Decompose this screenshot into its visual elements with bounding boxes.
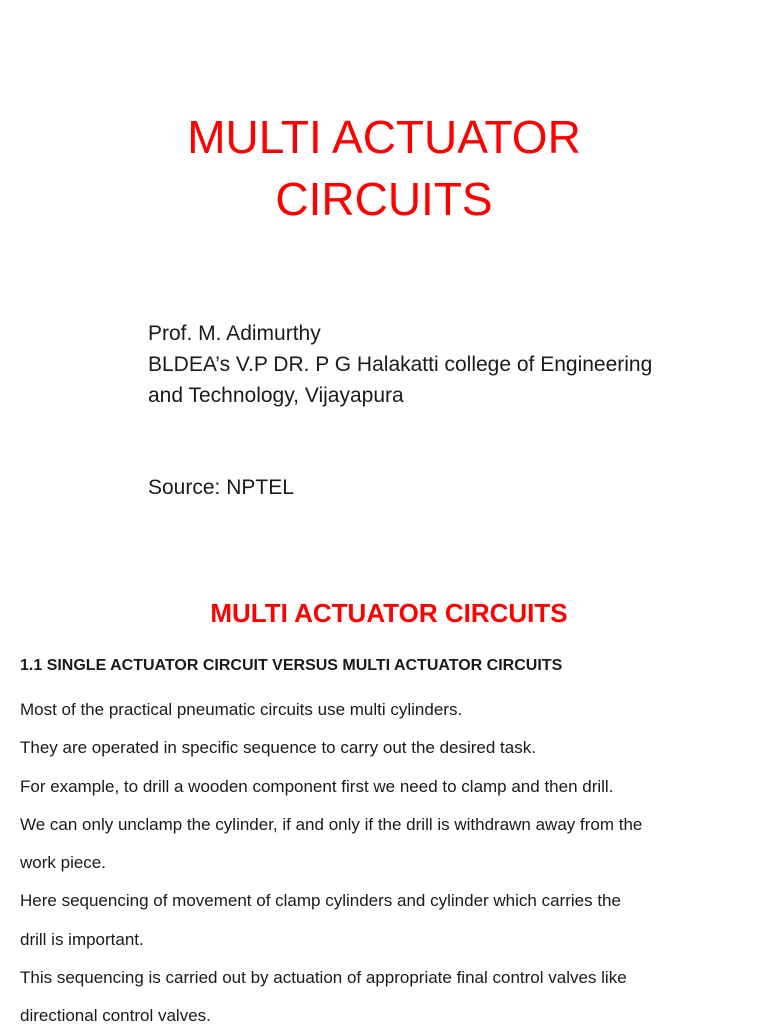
main-title-line-2: CIRCUITS xyxy=(275,173,493,225)
section-subheading: 1.1 SINGLE ACTUATOR CIRCUIT VERSUS MULTI ACTUATOR CIRCUITS xyxy=(20,657,563,674)
body-line: For example, to drill a wooden component first we need to clamp and then drill. xyxy=(20,776,614,796)
body-line: We can only unclamp the cylinder, if and only if the drill is withdrawn away from the xyxy=(20,814,643,834)
body-line: Most of the practical pneumatic circuits use multi cylinders. xyxy=(20,700,463,719)
body-line: They are operated in specific sequence to carry out the desired task. xyxy=(20,738,536,758)
body-line: work piece. xyxy=(20,853,106,873)
section-title: MULTI ACTUATOR CIRCUITS xyxy=(210,598,568,628)
main-title-line-1: MULTI ACTUATOR xyxy=(187,111,581,163)
source-credit: Source: NPTEL xyxy=(148,476,294,499)
author-affiliation-line-2: and Technology, Vijayapura xyxy=(148,384,404,407)
body-text xyxy=(20,691,756,1036)
body-line: directional control valves. xyxy=(20,1006,211,1026)
body-line: drill is important. xyxy=(20,929,144,949)
author-name: Prof. M. Adimurthy xyxy=(148,322,321,345)
body-line: This sequencing is carried out by actuation of appropriate final control valves like xyxy=(20,968,627,988)
main-title xyxy=(0,106,768,230)
body-line: Here sequencing of movement of clamp cylinders and cylinder which carries the xyxy=(20,891,621,911)
author-block xyxy=(148,318,748,411)
author-affiliation-line-1: BLDEA’s V.P DR. P G Halakatti college of Engineering xyxy=(148,353,653,376)
content-slide xyxy=(0,576,768,1024)
